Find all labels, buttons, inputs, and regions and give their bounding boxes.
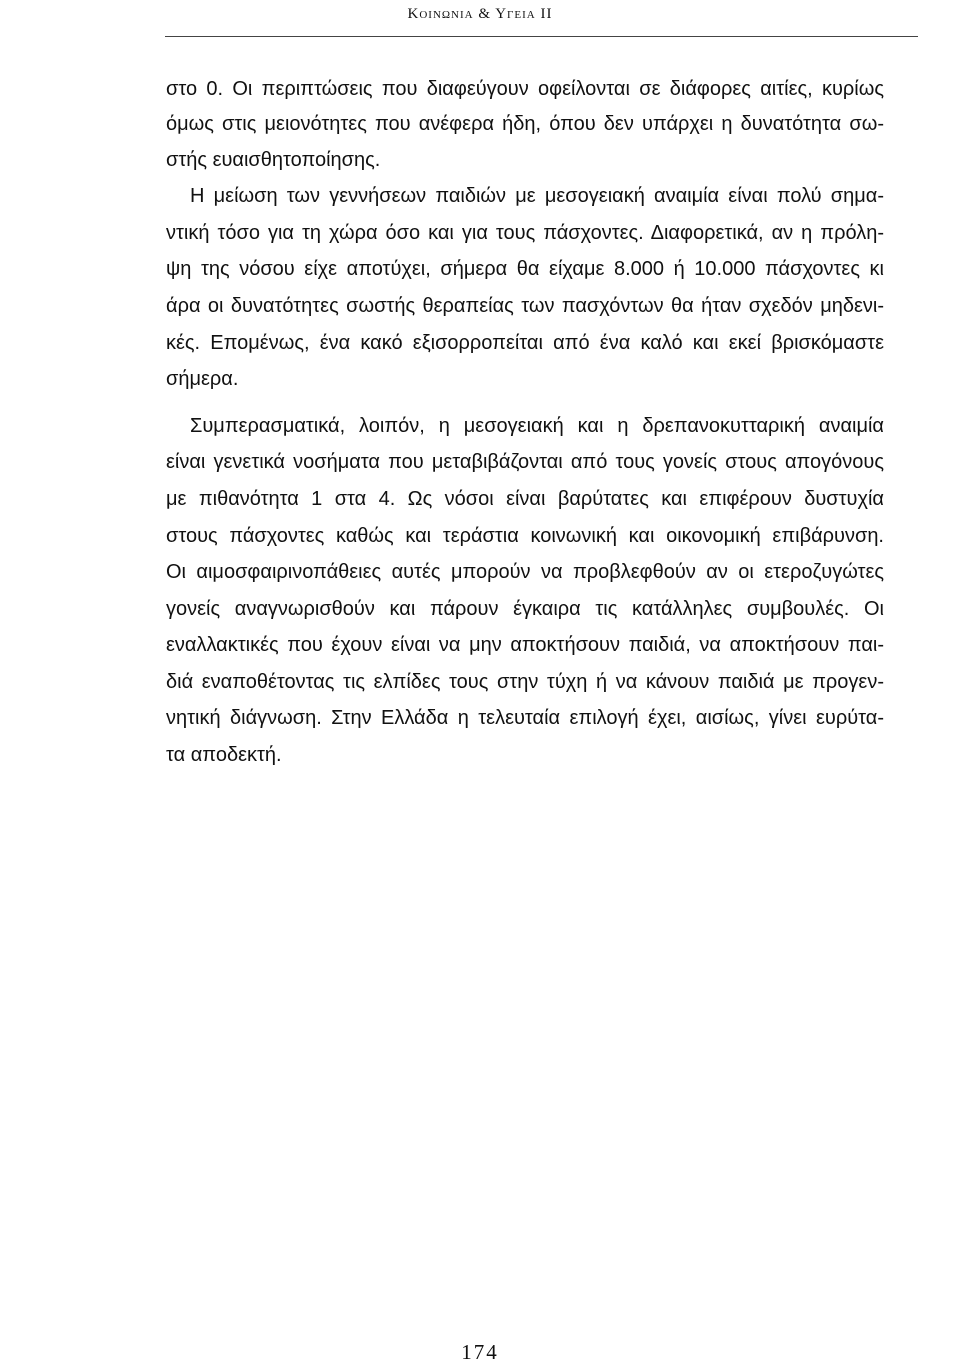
page-number: 174 xyxy=(461,1340,499,1364)
text-line: διά εναποθέτοντας τις ελπίδες τους στην τύχη ή να κάνουν παιδιά με προγεν- xyxy=(166,670,884,693)
text-line: νητική διάγνωση. Στην Ελλάδα η τελευταία επιλογή έχει, αισίως, γίνει ευρύτα- xyxy=(166,707,884,730)
text-line: Συμπερασματικά, λοιπόν, η μεσογειακή και η δρεπανοκυτταρική αναιμία xyxy=(190,414,884,437)
text-line: είναι γενετικά νοσήματα που μεταβιβάζονται από τους γονείς στους απογόνους xyxy=(166,451,884,474)
header-rule xyxy=(165,36,918,37)
text-line: ντική τόσο για τη χώρα όσο και για τους πάσχοντες. Διαφορετικά, αν η πρόλη- xyxy=(166,221,884,244)
running-header: Κοινωνια & Υγεια ΙΙ xyxy=(407,6,553,22)
text-line: τα αποδεκτή. xyxy=(166,744,282,767)
text-line: Οι αιμοσφαιρινοπάθειες αυτές μπορούν να προβλεφθούν αν οι ετεροζυγώτες xyxy=(166,561,884,584)
text-line: γονείς αναγνωρισθούν και πάρουν έγκαιρα τις κατάλληλες συμβουλές. Οι xyxy=(166,597,884,620)
text-line: ψη της νόσου είχε αποτύχει, σήμερα θα είχαμε 8.000 ή 10.000 πάσχοντες κι xyxy=(166,258,884,281)
paragraph-1 xyxy=(166,72,884,178)
text-line: κές. Επομένως, ένα κακό εξισορροπείται από ένα καλό και εκεί βρισκόμαστε xyxy=(166,331,884,354)
paragraph-3 xyxy=(166,408,884,774)
text-line: Η μείωση των γεννήσεων παιδιών με μεσογειακή αναιμία είναι πολύ σημα- xyxy=(190,185,884,208)
text-line: εναλλακτικές που έχουν είναι να μην αποκτήσουν παιδιά, να αποκτήσουν παι- xyxy=(166,634,884,657)
text-line: στο 0. Οι περιπτώσεις που διαφεύγουν οφείλονται σε διάφορες αιτίες, κυρίως xyxy=(166,78,884,100)
text-line: στής ευαισθητοποίησης. xyxy=(166,148,381,171)
text-line: στους πάσχοντες καθώς και τεράστια κοινωνική και οικονομική επιβάρυνση. xyxy=(166,524,884,547)
body-text xyxy=(166,72,884,774)
text-line: σήμερα. xyxy=(166,368,239,391)
text-line: όμως στις μειονότητες που ανέφερα ήδη, όπου δεν υπάρχει η δυνατότητα σω- xyxy=(166,113,884,136)
text-line: άρα οι δυνατότητες σωστής θεραπείας των πασχόντων θα ήταν σχεδόν μηδενι- xyxy=(166,294,884,317)
text-line: με πιθανότητα 1 στα 4. Ως νόσοι είναι βαρύτατες και επιφέρουν δυστυχία xyxy=(166,487,884,510)
paragraph-2 xyxy=(166,178,884,398)
